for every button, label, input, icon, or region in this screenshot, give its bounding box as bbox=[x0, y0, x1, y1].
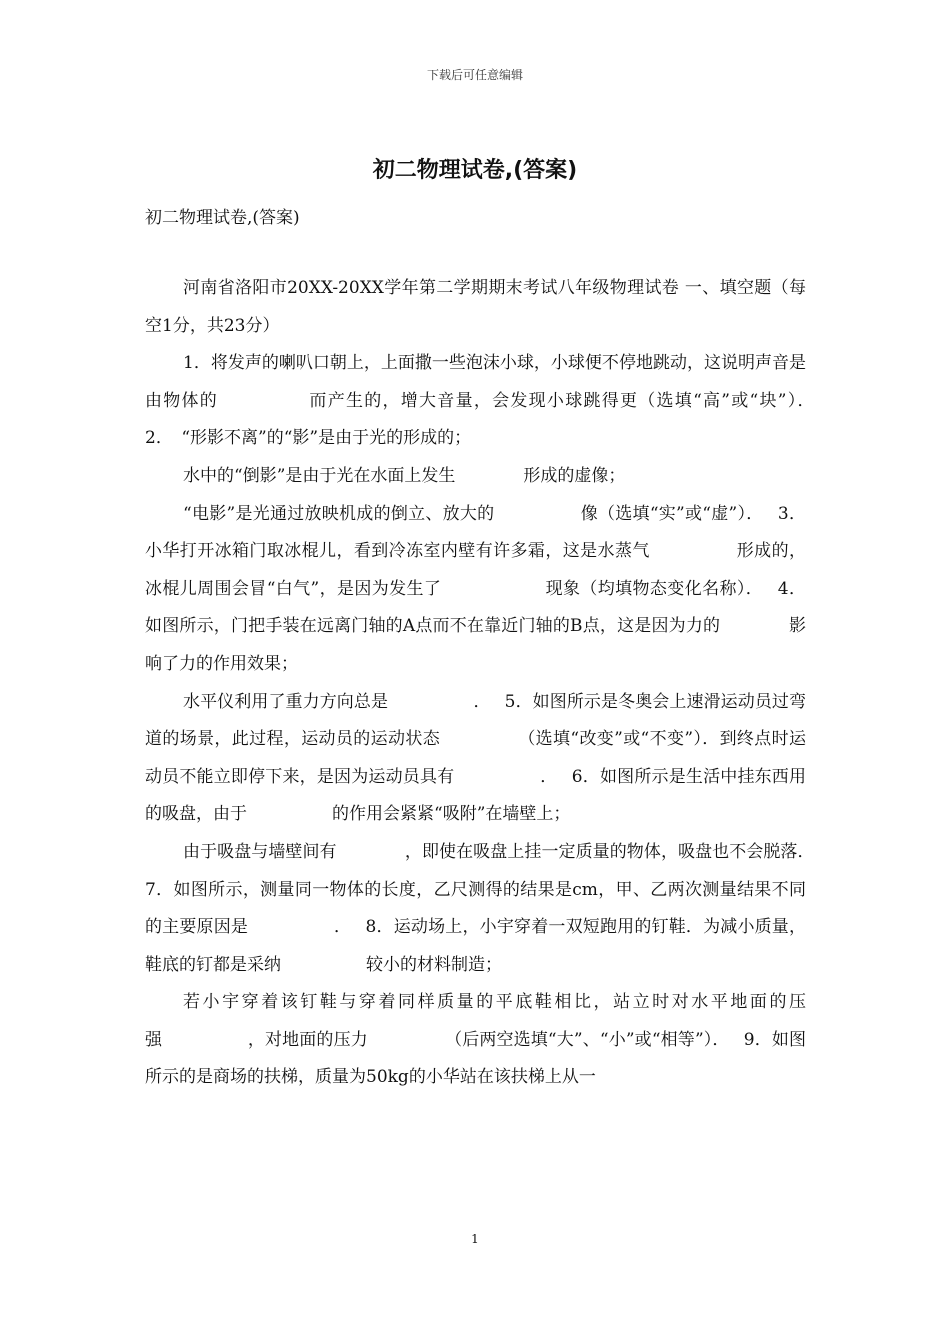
document-body bbox=[145, 270, 829, 1097]
paragraph-q3-q4: “电影”是光通过放映机成的倒立、放大的 像（选填“实”或“虚”）． 3．小华打开冰箱门取冰棍儿，看到冷冻室内壁有许多霜，这是水蒸气 形成的，冰棍儿周围会冒“白气”，是因为发生了 现象（均填物态变化名称）． 4．如图所示，门把手装在远离门轴的A点而不在靠近门轴的B点，这是因为力的 影响了力的作用效果； bbox=[145, 503, 806, 674]
paragraph-intro: 河南省洛阳市20XX-20XX学年第二学期期末考试八年级物理试卷 一、填空题（每空1分，共23分） bbox=[145, 278, 806, 336]
document-title: 初二物理试卷,(答案) bbox=[372, 158, 578, 183]
paragraph-q1-q2: 1．将发声的喇叭口朝上，上面撒一些泡沫小球，小球便不停地跳动，这说明声音是由物体的 而产生的，增大音量，会发现小球跳得更（选填“高”或“块”）． 2． “形影不离”的“影”是由于光的形成的； bbox=[145, 353, 829, 449]
paragraph-reflection: 水中的“倒影”是由于光在水面上发生 形成的虚像； bbox=[183, 465, 626, 486]
page-header-note: 下载后可任意编辑 bbox=[426, 68, 523, 82]
paragraph-q5-q6: 水平仪利用了重力方向总是 ． 5．如图所示是冬奥会上速滑运动员过弯道的场景，此过程，运动员的运动状态 （选填“改变”或“不变”）．到终点时运动员不能立即停下来，是因为运动员具有 ． 6．如图所示是生活中挂东西用的吸盘，由于 的作用会紧紧“吸附”在墙壁上； bbox=[145, 691, 806, 825]
page-number: 1 bbox=[471, 1232, 479, 1246]
paragraph-q9: 若小宇穿着该钉鞋与穿着同样质量的平底鞋相比，站立时对水平地面的压强 ，对地面的压力 （后两空选填“大”、“小”或“相等”）． 9．如图所示的是商场的扶梯，质量为50kg的小华站在该扶梯上从一 bbox=[145, 992, 806, 1088]
document-subtitle: 初二物理试卷,(答案) bbox=[145, 208, 300, 228]
paragraph-q7-q8: 由于吸盘与墙壁间有 ，即使在吸盘上挂一定质量的物体，吸盘也不会脱落． 7．如图所示，测量同一物体的长度，乙尺测得的结果是cm，甲、乙两次测量结果不同的主要原因是 ． 8．运动场上，小宇穿着一双短跑用的钉鞋．为减小质量，鞋底的钉都是采纳 较小的材料制造； bbox=[145, 841, 829, 975]
